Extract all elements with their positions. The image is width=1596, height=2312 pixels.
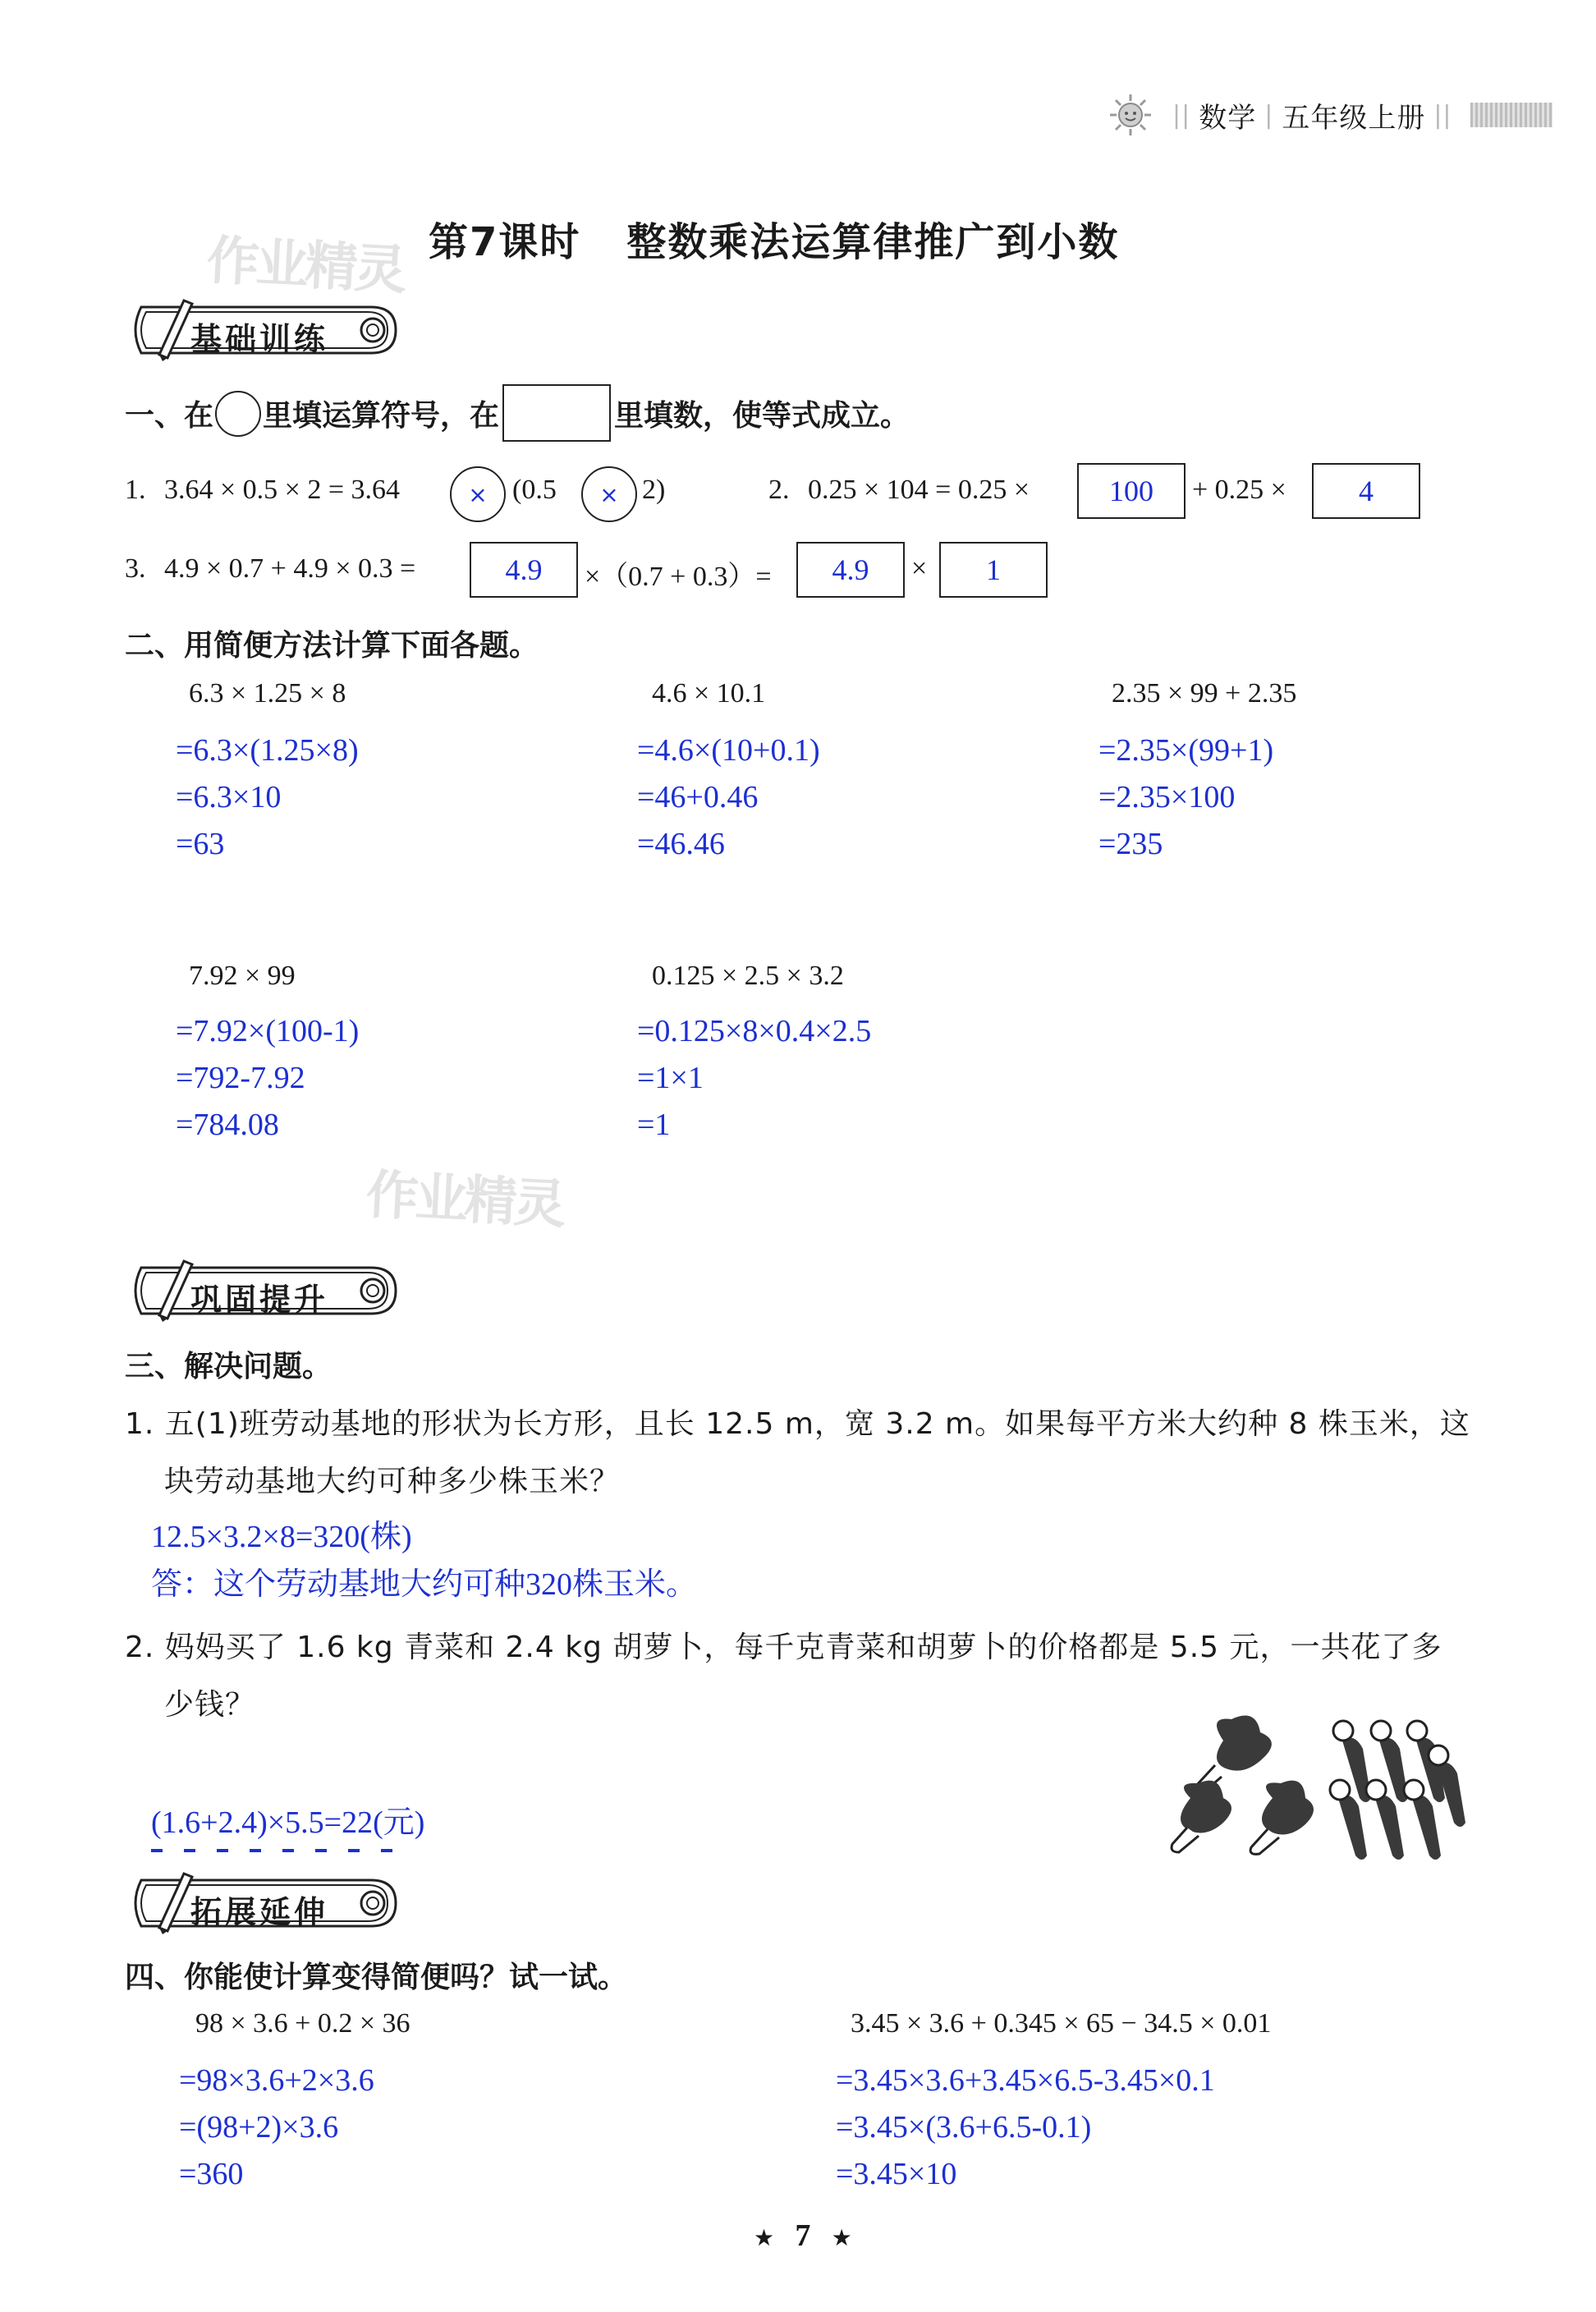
star-icon: ★ xyxy=(831,2224,852,2251)
q1-3-mid: ×（0.7 + 0.3）= xyxy=(585,562,772,592)
solution-step: =235 xyxy=(1098,827,1163,861)
carrot-icon xyxy=(1330,1721,1465,1860)
problem-expression: 2.35 × 99 + 2.35 xyxy=(1112,678,1297,709)
q1-2-mid: + 0.25 × xyxy=(1192,475,1286,505)
part2-heading: 二、用简便方法计算下面各题。 xyxy=(125,629,539,663)
answer-value: 100 xyxy=(1109,475,1153,507)
page-number xyxy=(754,2217,852,2254)
solution-step: =6.3×10 xyxy=(176,780,282,814)
part1-heading xyxy=(125,392,910,442)
star-icon: ★ xyxy=(754,2224,775,2251)
section-label: 巩固提升 xyxy=(190,1282,329,1318)
problem-card xyxy=(652,961,844,992)
solution-steps xyxy=(176,1008,359,1149)
answer-operator: × xyxy=(599,480,619,508)
section-label: 拓展延伸 xyxy=(190,1894,329,1930)
answer-line: 答：这个劳动基地大约可种320株玉米。 xyxy=(151,1567,698,1602)
answer-value: 4.9 xyxy=(505,553,543,586)
answer-box[interactable] xyxy=(1077,463,1186,519)
q1-2-left: 0.25 × 104 = 0.25 × xyxy=(808,475,1030,505)
problem-expression: 4.6 × 10.1 xyxy=(652,678,766,709)
problem-card xyxy=(189,961,296,992)
q1-3-times: × xyxy=(911,553,928,584)
blank-box xyxy=(502,384,611,442)
blank-circle xyxy=(215,391,261,437)
answer-value: 4 xyxy=(1359,475,1374,507)
header-divider: || xyxy=(1433,100,1452,130)
heading-text: 一、在 xyxy=(125,399,214,433)
q1-1-mid: (0.5 xyxy=(512,475,557,505)
section-tag-extend xyxy=(125,1869,404,1936)
problem-expression: 6.3 × 1.25 × 8 xyxy=(189,678,346,709)
page-number-value: 7 xyxy=(795,2218,811,2253)
problem-expression: 7.92 × 99 xyxy=(189,961,296,991)
solution-step: =98×3.6+2×3.6 xyxy=(179,2063,374,2098)
problem-card xyxy=(652,678,765,709)
solution-step: =1×1 xyxy=(637,1061,704,1095)
problem-card xyxy=(189,678,346,709)
solution-step: =7.92×(100-1) xyxy=(176,1014,360,1048)
solution-step: =63 xyxy=(176,827,225,861)
q1-3-number: 3. xyxy=(125,553,146,584)
cut-off-text-fragment xyxy=(151,1849,414,1852)
solution-step: =0.125×8×0.4×2.5 xyxy=(637,1014,872,1048)
solution-step: =3.45×3.6+3.45×6.5-3.45×0.1 xyxy=(836,2063,1215,2098)
vegetables-illustration-icon xyxy=(1166,1708,1478,1864)
answer-value: 4.9 xyxy=(832,553,869,586)
answer-operator: × xyxy=(468,480,488,508)
solution-step: =784.08 xyxy=(176,1108,279,1142)
answer-line: (1.6+2.4)×5.5=22(元) xyxy=(151,1805,425,1840)
solution-steps xyxy=(637,1008,871,1149)
solution-step: =46.46 xyxy=(637,827,725,861)
solution-step: =(98+2)×3.6 xyxy=(179,2110,339,2145)
page-header xyxy=(1108,97,1552,133)
page-title xyxy=(429,210,1119,267)
solution-steps xyxy=(179,2057,374,2198)
solution-step: =1 xyxy=(637,1108,671,1142)
solution-step: =4.6×(10+0.1) xyxy=(637,733,820,768)
answer-circle[interactable] xyxy=(450,466,506,522)
part4-heading: 四、你能使计算变得简便吗？试一试。 xyxy=(125,1961,628,1994)
solution-steps xyxy=(1098,727,1273,868)
problem-text: 少钱？ xyxy=(164,1688,256,1722)
header-band xyxy=(1470,103,1552,127)
problem-expression: 98 × 3.6 + 0.2 × 36 xyxy=(195,2008,410,2039)
solution-step: =3.45×10 xyxy=(836,2157,957,2191)
problem-expression: 0.125 × 2.5 × 3.2 xyxy=(652,961,844,991)
heading-text: 里填数，使等式成立。 xyxy=(614,399,910,433)
answer-box[interactable] xyxy=(470,542,578,598)
solution-steps xyxy=(637,727,820,868)
lesson-topic: 整数乘法运算律推广到小数 xyxy=(626,219,1120,265)
solution-step: =792-7.92 xyxy=(176,1061,305,1095)
solution-step: =6.3×(1.25×8) xyxy=(176,733,359,768)
problem-text: 块劳动基地大约可种多少株玉米？ xyxy=(164,1465,621,1498)
problem-text: 2. 妈妈买了 1.6 kg 青菜和 2.4 kg 胡萝卜，每千克青菜和胡萝卜的价格都是 5.5 元，一共花了多 xyxy=(125,1631,1442,1664)
solution-step: =46+0.46 xyxy=(637,780,759,814)
solution-step: =2.35×(99+1) xyxy=(1098,733,1274,768)
answer-value: 1 xyxy=(986,553,1001,586)
q1-1-number: 1. xyxy=(125,475,146,505)
heading-text: 里填运算符号，在 xyxy=(263,399,500,433)
sun-icon xyxy=(1108,93,1153,137)
section-tag-basic xyxy=(125,296,404,363)
problem-card xyxy=(1112,678,1296,709)
watermark: 作业精灵 xyxy=(364,1164,565,1236)
part3-heading: 三、解决问题。 xyxy=(125,1350,332,1383)
q1-3-left: 4.9 × 0.7 + 4.9 × 0.3 = xyxy=(164,553,416,584)
solution-step: =2.35×100 xyxy=(1098,780,1236,814)
answer-circle[interactable] xyxy=(581,466,637,522)
q1-2-number: 2. xyxy=(768,475,790,505)
solution-step: =360 xyxy=(179,2157,244,2191)
watermark: 作业精灵 xyxy=(204,230,406,302)
section-tag-consolidate xyxy=(125,1256,404,1323)
answer-box[interactable] xyxy=(939,542,1048,598)
solution-step: =3.45×(3.6+6.5-0.1) xyxy=(836,2110,1092,2145)
solution-steps xyxy=(836,2057,1215,2198)
header-divider: | xyxy=(1264,100,1274,130)
answer-box[interactable] xyxy=(796,542,905,598)
solution-steps xyxy=(176,727,359,868)
answer-box[interactable] xyxy=(1312,463,1420,519)
cut-off-answer-line xyxy=(151,1847,463,1856)
problem-expression: 3.45 × 3.6 + 0.345 × 65 − 34.5 × 0.01 xyxy=(851,2008,1272,2039)
answer-line: 12.5×3.2×8=320(株) xyxy=(151,1520,412,1554)
q1-1-end: 2) xyxy=(642,475,666,505)
header-subject: 数学 xyxy=(1199,101,1257,135)
section-label: 基础训练 xyxy=(190,321,329,357)
q1-1-left: 3.64 × 0.5 × 2 = 3.64 xyxy=(164,475,401,505)
header-grade: 五年级上册 xyxy=(1282,101,1426,135)
problem-text: 1. 五(1)班劳动基地的形状为长方形，且长 12.5 m，宽 3.2 m。如果每平方米大约种 8 株玉米，这 xyxy=(125,1407,1470,1441)
lesson-number: 第7课时 xyxy=(429,219,581,265)
header-divider: || xyxy=(1172,100,1191,130)
